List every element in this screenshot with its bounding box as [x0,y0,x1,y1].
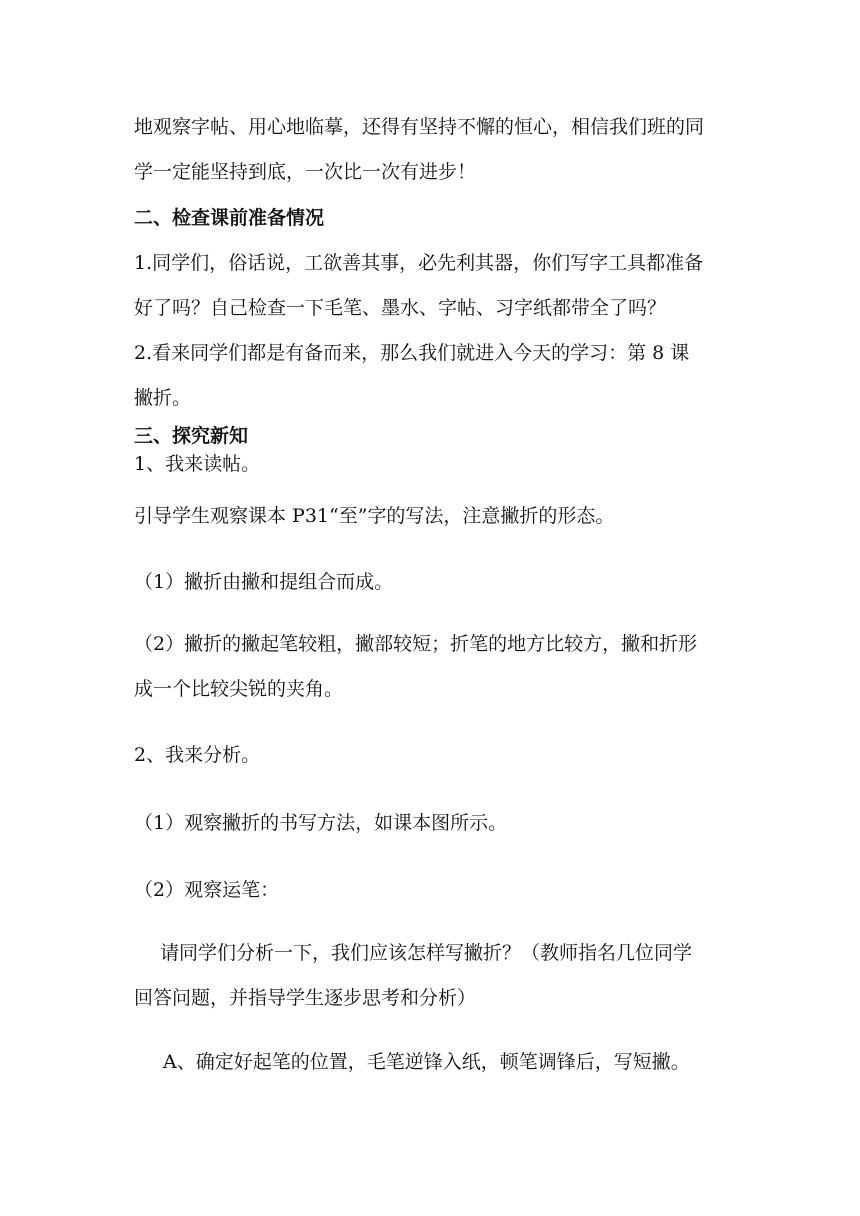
subsection-heading: 1、我来读帖。 [134,453,261,475]
paragraph-line: 引导学生观察课本 P31“至”字的写法，注意撇折的形态。 [134,505,615,527]
paragraph-line: 1.同学们，俗话说，工欲善其事，必先利其器，你们写字工具都准备 [134,252,704,274]
section-heading: 二、检查课前准备情况 [134,207,325,229]
subsection-heading: 2、我来分析。 [134,744,261,766]
paragraph-line: A、确定好起笔的位置，毛笔逆锋入纸，顿笔调锋后，写短撇。 [163,1051,690,1073]
paragraph-line: 地观察字帖、用心地临摹，还得有坚持不懈的恒心，相信我们班的同 [134,116,705,138]
list-item: （2）观察运笔： [134,879,280,901]
paragraph-line: 回答问题，并指导学生逐步思考和分析） [134,987,477,1009]
list-item: （1）撇折由撇和提组合而成。 [134,571,394,593]
list-item: （2）撇折的撇起笔较粗，撇部较短；折笔的地方比较方，撇和折形 [134,633,698,655]
paragraph-line: 好了吗？自己检查一下毛笔、墨水、字帖、习字纸都带全了吗？ [134,297,667,319]
paragraph-line: 2.看来同学们都是有备而来，那么我们就进入今天的学习：第 8 课 [134,342,690,364]
paragraph-line: 请同学们分析一下，我们应该怎样写撇折？（教师指名几位同学 [160,942,693,964]
paragraph-line: 撇折。 [134,387,192,409]
paragraph-line: 学一定能坚持到底，一次比一次有进步！ [134,161,477,183]
section-heading: 三、探究新知 [134,425,249,447]
list-item: 成一个比较尖锐的夹角。 [134,678,344,700]
list-item: （1）观察撇折的书写方法，如课本图所示。 [134,812,508,834]
